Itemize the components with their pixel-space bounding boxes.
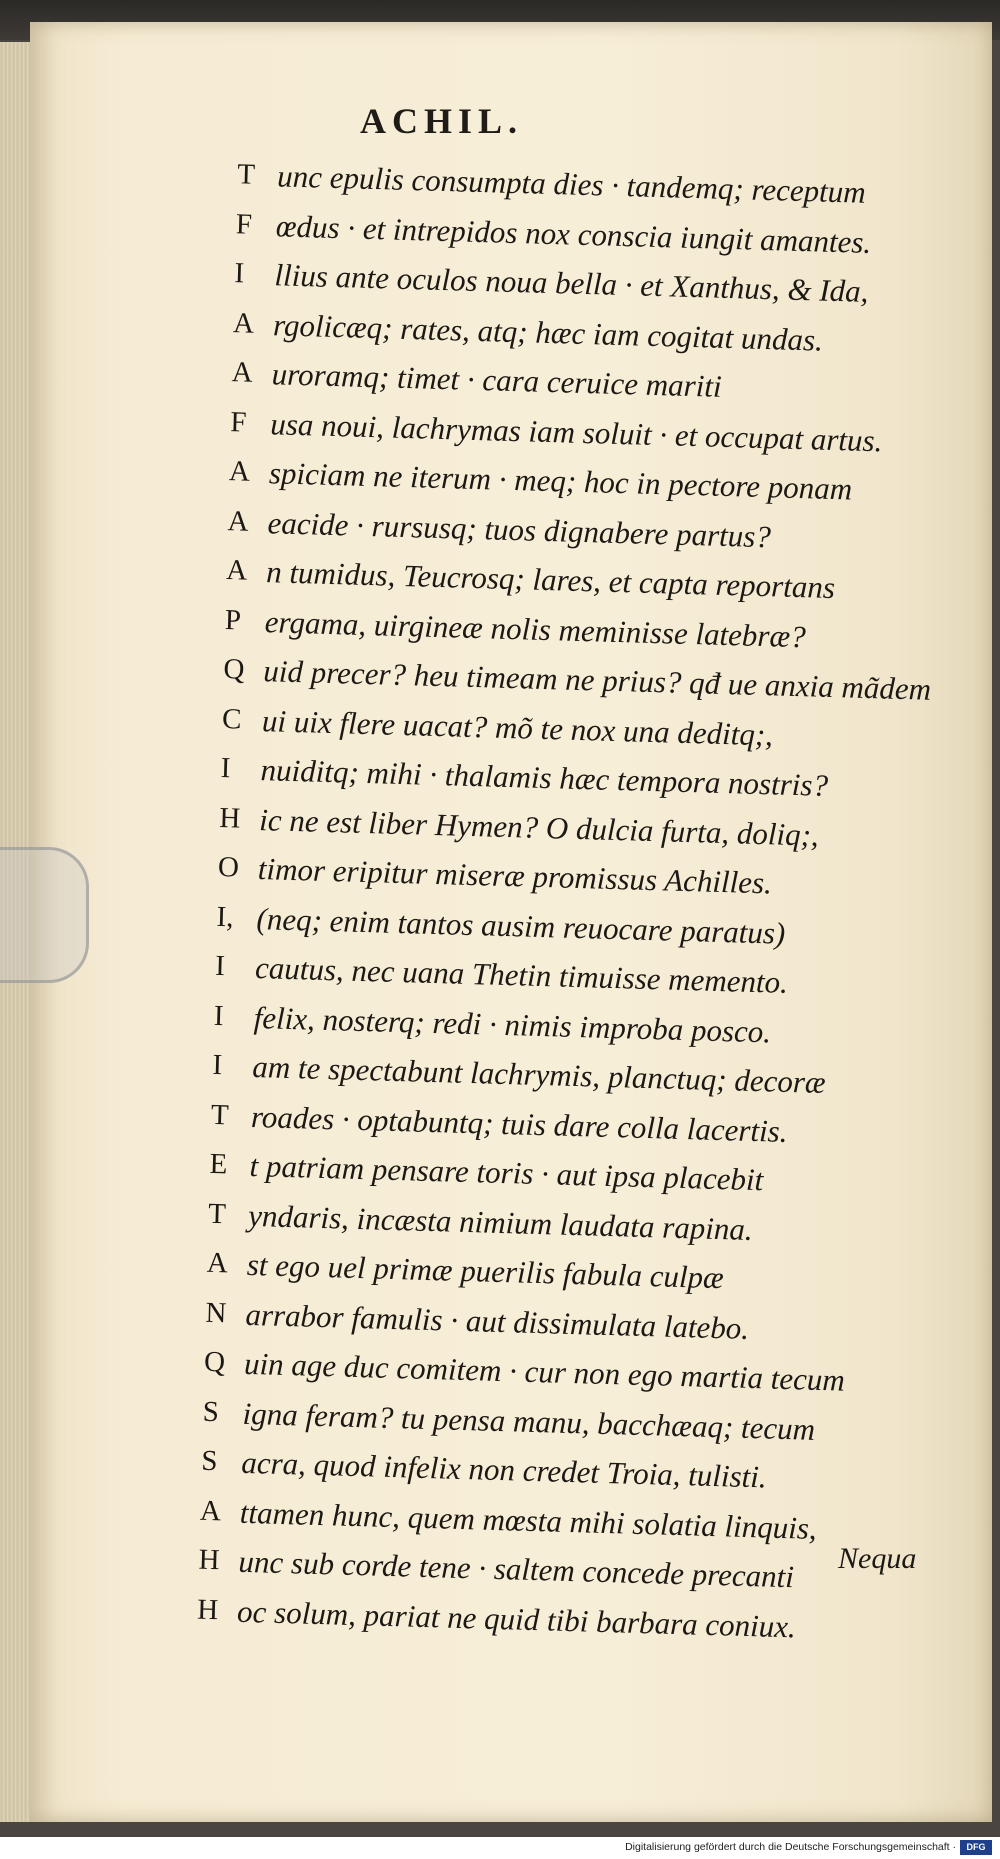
verse-text: ergama, uirgineæ nolis meminisse latebræ? bbox=[264, 603, 807, 654]
verse-text: t patriam pensare toris · aut ipsa placebit bbox=[249, 1147, 764, 1198]
verse-text: acra, quod infelix non credet Troia, tulisti. bbox=[240, 1444, 768, 1495]
verse-text: uin age duc comitem · cur non ego martia tecum bbox=[243, 1345, 846, 1398]
verse-initial: A bbox=[231, 356, 254, 389]
verse-text: uid precer? heu timeam ne prius? qđ ue anxia mãdem bbox=[262, 653, 932, 707]
verse-initial: I bbox=[234, 257, 245, 290]
verse-initial: A bbox=[227, 504, 250, 538]
verse-text: uroramq; timet · cara ceruice mariti bbox=[271, 356, 723, 404]
page-clip bbox=[0, 847, 89, 983]
verse-initial: A bbox=[232, 306, 255, 340]
verse-initial: S bbox=[200, 1444, 218, 1478]
verse-initial: I bbox=[212, 1048, 223, 1082]
dfg-logo: DFG bbox=[960, 1840, 992, 1855]
verse-initial: I bbox=[220, 751, 231, 785]
verse-initial: H bbox=[196, 1593, 219, 1626]
verse-initial: Q bbox=[203, 1345, 226, 1379]
verse-text: eacide · rursusq; tuos dignabere partus? bbox=[267, 504, 772, 554]
verse-initial: A bbox=[228, 455, 251, 488]
verse-text: ui uix flere uacat? mõ te nox una deditq;, bbox=[261, 702, 774, 752]
verse-initial: T bbox=[207, 1197, 227, 1230]
verse-text: st ego uel primæ puerilis fabula culpæ bbox=[246, 1246, 725, 1296]
verse-initial: A bbox=[206, 1246, 229, 1280]
verse-initial: F bbox=[229, 405, 247, 439]
verse-text: œdus · et intrepidos nox conscia iungit amantes. bbox=[275, 207, 872, 260]
verse-initial: A bbox=[225, 554, 248, 587]
verse-text: unc epulis consumpta dies · tandemq; receptum bbox=[276, 158, 867, 210]
verse-text: arrabor famulis · aut dissimulata latebo. bbox=[245, 1296, 750, 1346]
verse-text: llius ante oculos noua bella · et Xanthus, & Ida, bbox=[274, 257, 869, 309]
verse-text: unc sub corde tene · saltem concede precanti bbox=[238, 1543, 795, 1595]
verse-initial: A bbox=[199, 1494, 222, 1527]
verse-text: spiciam ne iterum · meq; hoc in pectore ponam bbox=[268, 455, 853, 507]
verse-initial: H bbox=[198, 1543, 221, 1577]
verse-text: igna feram? tu pensa manu, bacchæaq; tecum bbox=[242, 1395, 816, 1447]
verse-block bbox=[0, 144, 992, 1655]
verse-initial: T bbox=[210, 1098, 230, 1131]
verse-initial: O bbox=[217, 850, 240, 884]
verse-text: ttamen hunc, quem mœsta mihi solatia linquis, bbox=[239, 1494, 818, 1546]
page bbox=[30, 22, 992, 1822]
verse-initial: Q bbox=[223, 653, 245, 686]
running-head: ACHIL. bbox=[360, 101, 524, 141]
catchword: Nequa bbox=[838, 1542, 917, 1575]
verse-text: oc solum, pariat ne quid tibi barbara coniux. bbox=[236, 1593, 797, 1644]
verse-initial: E bbox=[209, 1147, 228, 1181]
verse-initial: I bbox=[213, 999, 224, 1032]
verse-text: rgolicæq; rates, atq; hæc iam cogitat undas. bbox=[272, 306, 824, 358]
verse-text: (neq; enim tantos ausim reuocare paratus) bbox=[256, 900, 786, 951]
verse-text: nuiditq; mihi · thalamis hæc tempora nostris? bbox=[260, 752, 829, 803]
verse-text: yndaris, incæsta nimium laudata rapina. bbox=[247, 1197, 754, 1247]
verse-initial: I, bbox=[216, 900, 234, 933]
verse-text: cautus, nec uana Thetin timuisse memento. bbox=[254, 950, 789, 1000]
verse-initial: F bbox=[235, 207, 253, 241]
book bbox=[0, 22, 1000, 1837]
verse-initial: S bbox=[202, 1395, 220, 1428]
verse-initial: P bbox=[224, 603, 242, 636]
footer-credit: Digitalisierung gefördert durch die Deutsche Forschungsgemeinschaft · bbox=[625, 1841, 956, 1853]
verse-text: roades · optabuntq; tuis dare colla lacertis. bbox=[250, 1098, 789, 1149]
verse-text: felix, nosterq; redi · nimis improba posco. bbox=[253, 999, 772, 1049]
verse-initial: I bbox=[214, 949, 226, 983]
verse-initial: N bbox=[205, 1296, 227, 1329]
verse-initial: C bbox=[221, 702, 242, 736]
verse-text: am te spectabunt lachrymis, planctuq; decoræ bbox=[251, 1048, 827, 1100]
verse-text: ic ne est liber Hymen? O dulcia furta, doliq;, bbox=[258, 801, 820, 853]
verse-text: timor eripitur miseræ promissus Achilles. bbox=[257, 851, 773, 901]
verse-text: usa noui, lachrymas iam soluit · et occupat artus. bbox=[269, 405, 883, 458]
verse-text: n tumidus, Teucrosq; lares, et capta reportans bbox=[265, 554, 836, 606]
verse-initial: H bbox=[218, 801, 241, 835]
verse-initial: T bbox=[236, 158, 256, 191]
